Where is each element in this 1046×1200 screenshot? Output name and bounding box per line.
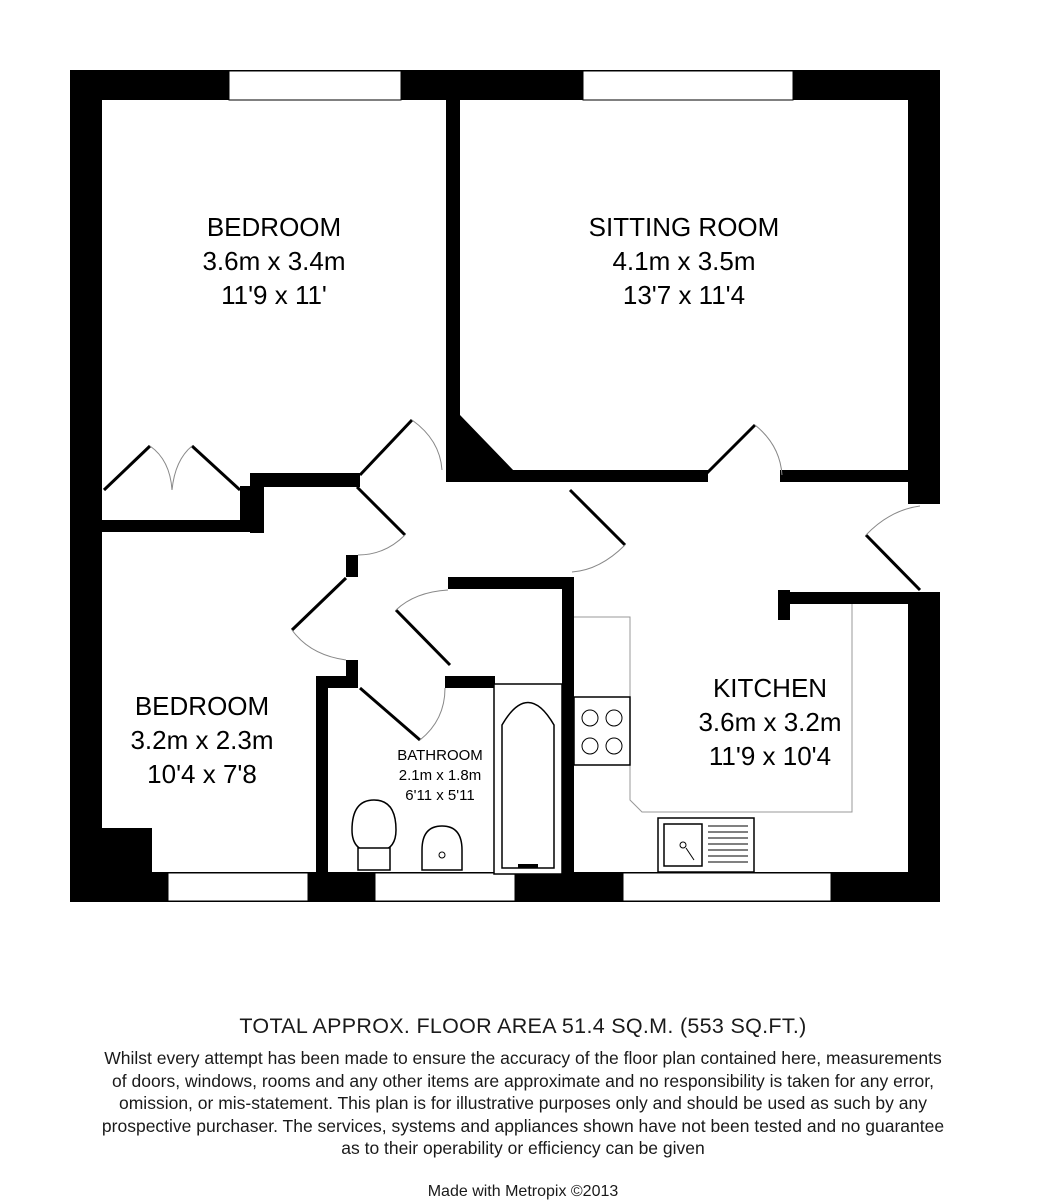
room-kitchen [698,673,841,771]
credit: Made with Metropix ©2013 [427,1183,619,1200]
room-name: KITCHEN [712,673,828,703]
room-size-metric: 3.2m x 2.3m [130,725,274,755]
room-bedroom-1 [202,212,345,310]
disclaimer [0,1047,1046,1160]
toilet-icon [352,800,396,870]
sink-icon [658,818,754,872]
room-name: BEDROOM [134,691,270,721]
bath-icon [494,684,562,874]
window [229,71,401,100]
room-name: SITTING ROOM [588,212,780,242]
disclaimer-line: prospective purchaser. The services, systems and appliances shown have not been tested and no guarantee [101,1115,945,1136]
window [375,873,515,901]
disclaimer-line: as to their operability or efficiency can be given [341,1138,705,1158]
disclaimer-line: omission, or mis-statement. This plan is for illustrative purposes only and should be used as such by any [119,1093,927,1113]
room-size-imperial: 10'4 x 7'8 [147,759,257,789]
window [623,873,831,901]
disclaimer-line: Whilst every attempt has been made to ensure the accuracy of the floor plan contained here, measurements [104,1048,942,1068]
room-size-imperial: 11'9 x 11' [221,280,327,310]
washbasin-icon [422,826,462,870]
disclaimer-line: of doors, windows, rooms and any other items are approximate and no responsibility is taken for any error, [112,1070,934,1091]
room-size-metric: 2.1m x 1.8m [398,767,482,784]
window [168,873,308,901]
room-size-imperial: 13'7 x 11'4 [622,280,746,310]
room-size-imperial: 11'9 x 10'4 [708,741,832,771]
room-size-metric: 4.1m x 3.5m [612,246,756,276]
total-floor-area: TOTAL APPROX. FLOOR AREA 51.4 SQ.M. (553 SQ.FT.) [239,1014,807,1038]
hob-icon [574,697,630,765]
room-size-imperial: 6'11 x 5'11 [405,787,475,804]
window [583,71,793,100]
fixtures [352,604,852,874]
room-size-metric: 3.6m x 3.2m [698,707,842,737]
room-bathroom [397,747,483,804]
room-name: BEDROOM [206,212,342,242]
room-bedroom-2 [130,691,273,789]
room-size-metric: 3.6m x 3.4m [202,246,346,276]
room-name: BATHROOM [397,747,483,764]
room-sitting-room [589,212,780,310]
